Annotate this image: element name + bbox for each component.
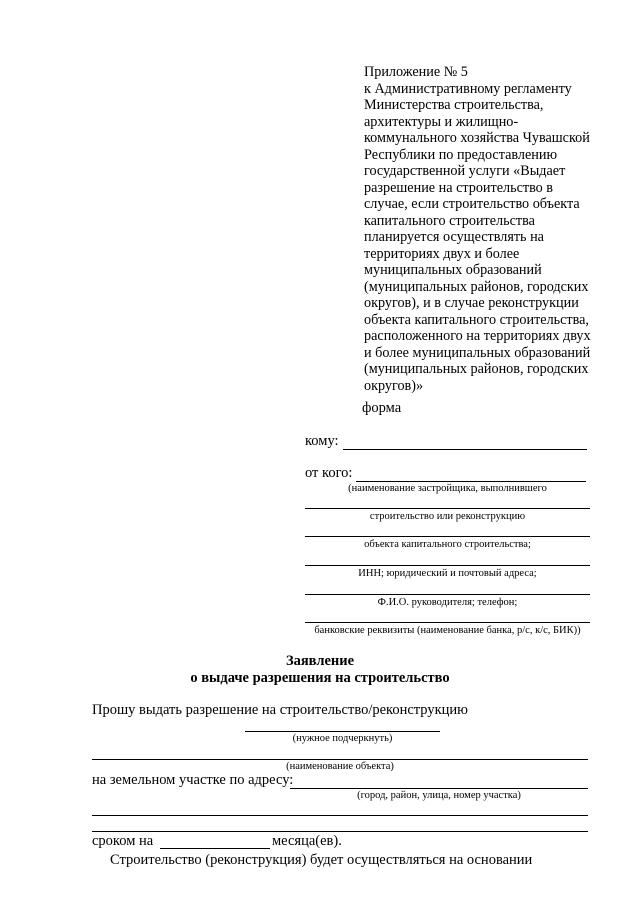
appendix-line: (муниципальных районов, городских: [364, 278, 589, 295]
hint-bank: банковские реквизиты (наименование банка, р/с, к/с, БИК)): [314, 625, 581, 636]
appendix-line: округов)»: [364, 377, 424, 394]
document-title: Заявление: [285, 653, 355, 669]
appendix-line: округов), и в случае реконструкции: [364, 295, 579, 311]
appendix-line: коммунального хозяйства Чувашской: [364, 130, 590, 146]
from-field-line-2[interactable]: [305, 508, 590, 509]
appendix-line: государственной услуги «Выдает: [364, 163, 566, 179]
construction-type-field[interactable]: [245, 731, 440, 732]
appendix-line: (муниципальных районов, городских: [364, 361, 589, 377]
appendix-line: архитектуры и жилищно-: [364, 113, 519, 130]
appendix-line: капитального строительства: [364, 212, 535, 229]
hint-address: (город, район, улица, номер участка): [357, 790, 521, 801]
basis-text: Строительство (реконструкция) будет осуществляться на основании: [110, 852, 533, 868]
appendix-line: Приложение № 5: [364, 64, 468, 80]
from-field-line-3[interactable]: [305, 536, 590, 537]
address-field[interactable]: [290, 788, 588, 789]
hint-object-name: (наименование объекта): [286, 761, 394, 772]
appendix-line: территориях двух и более: [364, 245, 520, 262]
from-field-line-6[interactable]: [305, 622, 590, 623]
from-label: от кого:: [305, 465, 353, 481]
hint-object: объекта капитального строительства;: [364, 539, 531, 550]
appendix-line: объекта капитального строительства,: [364, 311, 589, 328]
hint-construction: строительство или реконструкцию: [369, 511, 526, 522]
appendix-line: к Административному регламенту: [364, 80, 572, 97]
from-field-line-4[interactable]: [305, 565, 590, 566]
term-prefix: сроком на: [92, 833, 154, 849]
object-name-field[interactable]: [92, 759, 588, 760]
address-label: на земельном участке по адресу:: [92, 772, 294, 788]
term-suffix: месяца(ев).: [272, 833, 342, 849]
appendix-line: Министерства строительства,: [364, 97, 544, 113]
document-subtitle: о выдаче разрешения на строительство: [190, 670, 450, 686]
to-label: кому:: [305, 433, 339, 449]
appendix-line: Республики по предоставлению: [364, 146, 558, 163]
appendix-line: муниципальных образований: [364, 262, 542, 278]
form-label: форма: [362, 400, 402, 416]
term-field[interactable]: [160, 848, 270, 849]
appendix-line: планируется осуществлять на: [364, 229, 544, 245]
hint-underline: (нужное подчеркнуть): [292, 733, 393, 744]
from-field[interactable]: [356, 481, 586, 482]
request-text: Прошу выдать разрешение на строительство/реконструкцию: [92, 702, 469, 718]
appendix-line: случае, если строительство объекта: [364, 196, 580, 212]
address-field-line-3[interactable]: [92, 831, 588, 832]
hint-developer: (наименование застройщика, выполнившего: [348, 483, 547, 494]
appendix-line: и более муниципальных образований: [364, 344, 591, 361]
appendix-block: [364, 64, 604, 394]
hint-director: Ф.И.О. руководителя; телефон;: [377, 597, 518, 608]
from-field-line-5[interactable]: [305, 594, 590, 595]
appendix-line: расположенного на территориях двух: [364, 328, 591, 344]
to-field[interactable]: [343, 449, 587, 450]
hint-inn: ИНН; юридический и почтовый адреса;: [358, 568, 537, 579]
address-field-line-2[interactable]: [92, 815, 588, 816]
appendix-line: разрешение на строительство в: [364, 179, 554, 196]
